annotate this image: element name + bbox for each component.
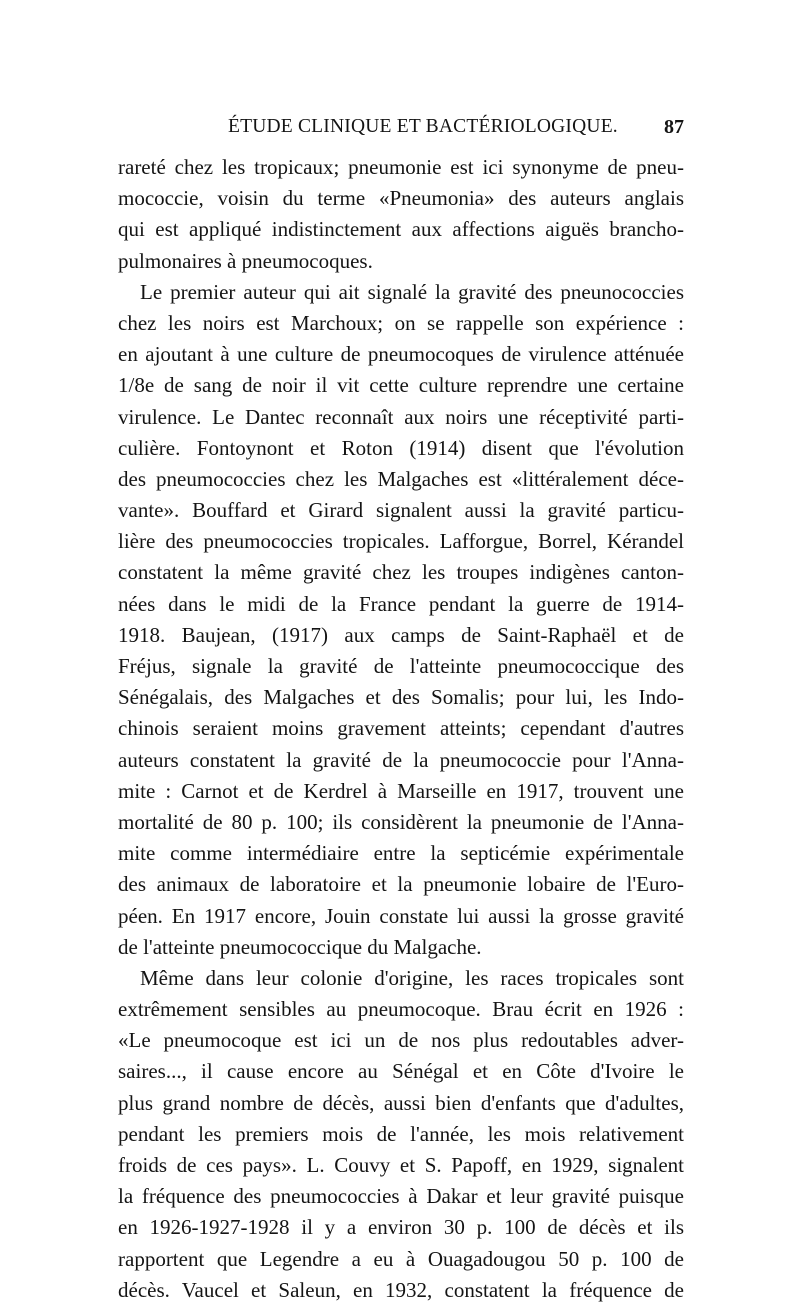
text-line: mite comme intermédiaire entre la septicémie expérimentale	[118, 841, 684, 866]
text-line: virulence. Le Dantec reconnaît aux noirs une réceptivité parti-	[118, 404, 684, 429]
text-line: froids de ces pays». L. Couvy et S. Papoff, en 1929, signalent	[118, 1153, 684, 1177]
body-text	[118, 152, 684, 1306]
text-line: en 1926-1927-1928 il y a environ 30 p. 100 de décès et ils	[118, 1215, 684, 1240]
text-line: chez les noirs est Marchoux; on se rappelle son expérience :	[118, 310, 684, 335]
text-line: la fréquence des pneumococcies à Dakar et leur gravité puisque	[118, 1184, 684, 1209]
text-line: extrêmement sensibles au pneumocoque. Brau écrit en 1926 :	[118, 997, 684, 1022]
text-line: des pneumococcies chez les Malgaches est «littéralement déce-	[118, 466, 684, 491]
text-line: vante». Bouffard et Girard signalent aussi la gravité particu-	[118, 498, 684, 523]
text-line: culière. Fontoynont et Roton (1914) disent que l'évolution	[118, 435, 684, 460]
text-line: de l'atteinte pneumococcique du Malgache.	[118, 934, 482, 959]
text-line: Même dans leur colonie d'origine, les races tropicales sont	[140, 965, 684, 990]
text-line: constatent la même gravité chez les troupes indigènes canton-	[118, 560, 684, 585]
text-line: saires..., il cause encore au Sénégal et en Côte d'Ivoire le	[118, 1059, 684, 1084]
text-line: mite : Carnot et de Kerdrel à Marseille en 1917, trouvent une	[118, 778, 684, 803]
text-line: chinois seraient moins gravement atteints; cependant d'autres	[118, 716, 684, 741]
text-line: plus grand nombre de décès, aussi bien d'enfants que d'adultes,	[118, 1090, 684, 1115]
text-line: rapportent que Legendre a eu à Ouagadougou 50 p. 100 de	[118, 1246, 684, 1271]
text-line: décès. Vaucel et Saleun, en 1932, constatent la fréquence de	[118, 1277, 684, 1302]
text-line: pulmonaires à pneumocoques.	[118, 248, 373, 273]
text-line: Le premier auteur qui ait signalé la gravité des pneunococcies	[140, 279, 684, 304]
text-line: Fréjus, signale la gravité de l'atteinte pneumococcique des	[118, 654, 684, 678]
text-line: des animaux de laboratoire et la pneumonie lobaire de l'Euro-	[118, 872, 684, 897]
text-line: auteurs constatent la gravité de la pneumococcie pour l'Anna-	[118, 747, 684, 772]
running-title: ÉTUDE CLINIQUE ET BACTÉRIOLOGIQUE.	[228, 116, 618, 137]
text-line: «Le pneumocoque est ici un de nos plus redoutables adver-	[118, 1028, 684, 1053]
text-line: mococcie, voisin du terme «Pneumonia» des auteurs anglais	[118, 186, 684, 211]
page-number: 87	[664, 116, 684, 138]
text-line: rareté chez les tropicaux; pneumonie est ici synonyme de pneu-	[118, 155, 684, 179]
text-line: en ajoutant à une culture de pneumocoques de virulence atténuée	[118, 342, 684, 367]
text-line: Sénégalais, des Malgaches et des Somalis; pour lui, les Indo-	[118, 685, 684, 710]
text-line: péen. En 1917 encore, Jouin constate lui aussi la grosse gravité	[118, 903, 684, 928]
text-line: nées dans le midi de la France pendant la guerre de 1914-	[118, 591, 684, 616]
text-line: 1918. Baujean, (1917) aux camps de Saint-Raphaël et de	[118, 622, 684, 647]
text-line: lière des pneumococcies tropicales. Lafforgue, Borrel, Kérandel	[118, 529, 684, 554]
text-line: mortalité de 80 p. 100; ils considèrent la pneumonie de l'Anna-	[118, 809, 684, 834]
text-line: pendant les premiers mois de l'année, les mois relativement	[118, 1121, 684, 1146]
running-head	[118, 116, 684, 146]
text-line: 1/8e de sang de noir il vit cette culture reprendre une certaine	[118, 373, 684, 398]
text-line: qui est appliqué indistinctement aux affections aiguës brancho-	[118, 217, 684, 242]
